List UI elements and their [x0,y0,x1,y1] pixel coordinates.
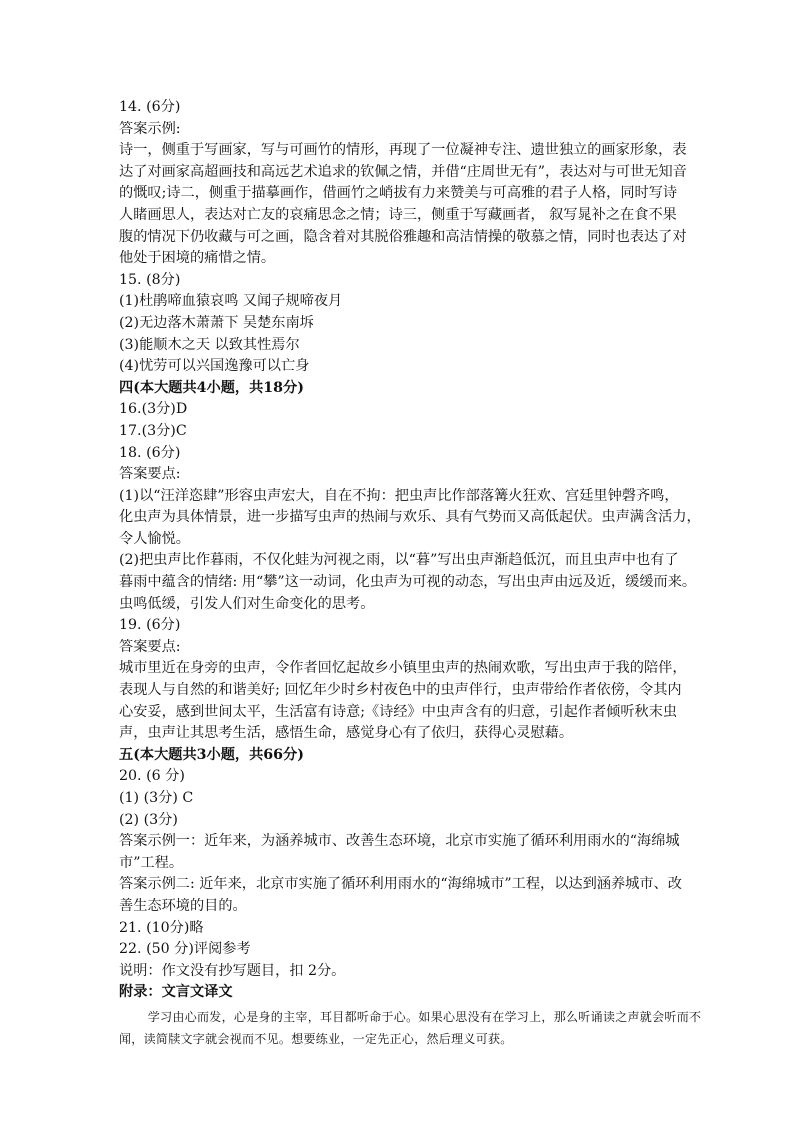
q18-line: 暮雨中蕴含的情绪: 用“攀”这一动词，化虫声为可视的动态，写出虫声由远及近，缓缓而来。 [119,574,697,591]
appendix-title: 附录：文言文译文 [119,984,233,1001]
q20-example-1: 市”工程。 [119,854,184,871]
q18-line: (1)以“汪洋恣肆”形容虫声宏大，自在不拘：把虫声比作部落篝火狂欢、宫廷里钟磬齐鸣， [119,487,679,504]
section-5-heading: 五(本大题共3小题，共66分) [119,746,304,763]
q14-line: 他处于困境的痛惜之情。 [119,250,276,267]
essay-note: 说明：作文没有抄写题目，扣 2分。 [119,962,346,979]
q14-line: 腹的情况下仍收藏与可之画，隐含着对其脱俗雅趣和高洁情操的敬慕之情，同时也表达了对 [119,228,687,245]
q22-answer: 22. (50 分)评阅参考 [119,941,251,958]
q15-item: (2)无边落木萧萧下 吴楚东南坼 [119,314,314,331]
q18-line: 化虫声为具体情景，进一步描写虫声的热闹与欢乐、具有气势而又高低起伏。虫声满含活力， [119,509,701,526]
q18-header: 18. (6分) [119,444,181,461]
q14-line: 诗一，侧重于写画家，写与可画竹的情形，再现了一位凝神专注、遗世独立的画家形象，表 [119,142,687,159]
q15-item: (4)忧劳可以兴国逸豫可以亡身 [119,358,310,375]
q16-answer: 16.(3分)D [119,401,188,418]
q15-header: 15. (8分) [119,271,181,288]
q20-example-2: 善生态环境的目的。 [119,897,247,914]
q15-item: (1)杜鹃啼血猿哀鸣 又闻子规啼夜月 [119,293,343,310]
q17-answer: 17.(3分)C [119,422,187,439]
q20-sub2: (2) (3分) [119,811,178,828]
q20-example-1: 答案示例一：近年来，为涵养城市、改善生态环境，北京市实施了循环利用雨水的“海绵城 [119,833,680,850]
q14-line: 的慨叹;诗二，侧重于描摹画作，借画竹之峭拔有力来赞美与可高雅的君子人格，同时写诗 [119,185,678,202]
q19-line: 城市里近在身旁的虫声，令作者回忆起故乡小镇里虫声的热闹欢歌，写出虫声于我的陪伴， [119,660,687,677]
q20-sub1: (1) (3分) C [119,790,194,806]
appendix-translation: 学习由心而发，心是身的主宰，耳目都听命于心。如果心思没有在学习上，那么听诵读之声就会听而不闻，读简牍文字就会视而不见。想要练业，一定先正心，然后理义可获。 [119,1009,702,1046]
q19-line: 声，虫声让其思考生活，感悟生命，感觉身心有了依归，获得心灵慰藉。 [119,725,574,742]
q18-line: 令人愉悦。 [119,530,190,547]
q20-header: 20. (6 分) [119,768,185,785]
q14-line: 达了对画家高超画技和高远艺术追求的钦佩之情，并借“庄周世无有”，表达对与可世无知音 [119,163,687,180]
q14-line: 人睹画思人，表达对亡友的哀痛思念之情；诗三，侧重于写藏画者， 叙写晁补之在食不果 [119,206,677,223]
q21-answer: 21. (10分)略 [119,919,204,936]
q18-label: 答案要点: [119,466,181,483]
q18-line: (2)把虫声比作暮雨，不仅化蛙为河视之雨，以“暮”写出虫声渐趋低沉，而且虫声中也有了 [119,552,679,569]
q20-example-2: 答案示例二: 近年来，北京市实施了循环利用雨水的“海绵城市”工程，以达到涵养城市、改 [119,876,682,893]
q19-line: 表现人与自然的和谐美好; 回忆年少时乡村夜色中的虫声伴行，虫声带给作者依傍，令其内 [119,682,682,699]
q19-header: 19. (6分) [119,617,181,634]
section-4-heading: 四(本大题共4小题，共18分) [119,379,304,396]
q18-line: 虫鸣低缓，引发人们对生命变化的思考。 [119,595,375,612]
q14-label: 答案示例: [119,120,181,137]
q14-header: 14. (6分) [119,99,181,115]
q19-label: 答案要点: [119,638,181,655]
q19-line: 心安妥，感到世间太平，生活富有诗意;《诗经》中虫声含有的归意，引起作者倾听秋末虫 [119,703,678,720]
q15-item: (3)能顺木之天 以致其性焉尔 [119,336,300,353]
